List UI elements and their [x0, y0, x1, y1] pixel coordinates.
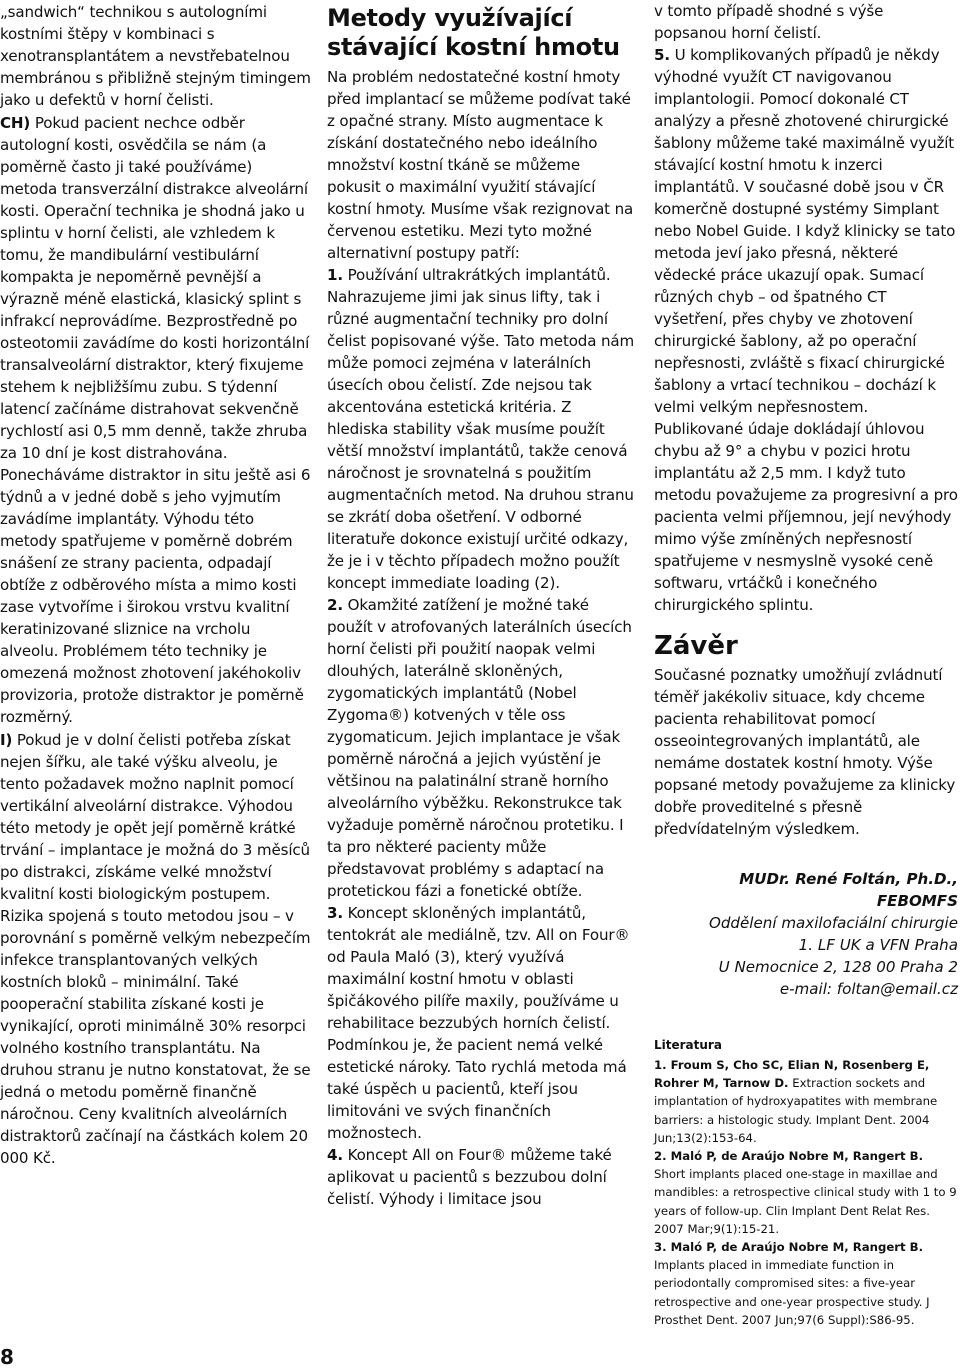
method-item-4-label: 4. [327, 1146, 343, 1164]
paragraph-continuation: v tomto případě shodné s výše popsanou horní čelistí. [654, 2, 884, 42]
column-right [654, 0, 958, 1329]
author-email: e-mail: foltan@email.cz [779, 980, 958, 998]
author-institution: 1. LF UK a VFN Praha [798, 936, 958, 954]
reference-item [654, 1056, 958, 1147]
paragraph-conclusion: Současné poznatky umožňují zvládnutí téměř jakékoliv situace, kdy chceme pacienta rehabilitovat pomocí osseointegrovaných implantátů, ale nemáme dostatek kostní hmoty. Výše popsané metody považujeme za klinicky dobře proveditelné s přesně předvídatelným výsledkem. [654, 666, 956, 838]
method-item-4 [327, 1144, 635, 1210]
reference-authors: 2. Maló P, de Araújo Nobre M, Rangert B. [654, 1149, 924, 1164]
paragraph-methods-intro: Na problém nedostatečné kostní hmoty před implantací se můžeme podívat také z opačné strany. Místo augmentace k získání dostatečného nebo ideálního množství kostní tkáně se můžeme pokusit o maximální využití stávající kostní hmoty. Musíme však rezignovat na červenou estetiku. Mezi tyto možné alternativní postupy patří: [327, 68, 634, 262]
method-item-4-text: Koncept All on Four® můžeme také aplikovat u pacientů s bezzubou dolní čelistí. Výhody i limitace jsou [327, 1146, 612, 1208]
references-section [654, 1036, 958, 1329]
paragraph-ch-text: Pokud pacient nechce odběr autologní kosti, osvědčila se nám (a poměrně často ji také používáme) metoda transverzální distrakce alveolární kosti. Operační technika je shodná jako u splintu v horní čelisti, ale vzhledem k tomu, že mandibulární vestibulární kompakta je nepoměrně pevnější a výrazně méně elastická, klasický splint s infrakcí neprovádíme. Bezprostředně po osteotomii zavádíme do kosti horizontální transalveolární distraktor, který fixujeme stehem k nejbližšímu zubu. S týdenní latencí začínáme distrahovat sekvenčně rychlostí asi 0,5 mm denně, takže zhruba za 10 dní je kost distrahována. Ponecháváme distraktor in situ ještě asi 6 týdnů a v jedné době s jeho vyjmutím zavádíme implantáty. Výhodu této metody spatřujeme v poměrně dobrém snášení ze strany pacienta, odpadají obtíže z odběrového místa a mimo kosti zase vytvoříme i širokou vrstvu kvalitní keratinizované sliznice na vrcholu alveolu. Problémem této techniky je omezená možnost zhotovení jakéhokoliv provizoria, protože distraktor je poměrně rozměrný. [0, 114, 311, 726]
reference-item [654, 1238, 958, 1329]
method-item-2 [327, 594, 635, 902]
method-item-3-text: Koncept skloněných implantátů, tentokrát ale mediálně, tzv. All on Four® od Paula Maló (3), který využívá maximální kostní hmotu v oblasti špičákového pilíře maxily, používáme u rehabilitace bezzubých horních čelistí. Podmínkou je, že pacient nemá velké estetické nároky. Tato rychlá metoda má také úspěch u pacientů, kteří jsou limitováni ve svých finančních možnostech. [327, 904, 630, 1142]
reference-details: Implants placed in immediate function in periodontally compromised sites: a five-year retrospective and one-year prospective study. J Prosthet Dent. 2007 Jun;97(6 Suppl):S86-95. [654, 1258, 930, 1327]
author-name: MUDr. René Foltán, Ph.D., FEBOMFS [739, 870, 958, 910]
page-number: 8 [0, 1345, 14, 1369]
author-department: Oddělení maxilofaciální chirurgie [708, 914, 958, 932]
paragraph-i-label: I) [0, 731, 13, 749]
method-item-3 [327, 902, 635, 1144]
method-item-1 [327, 264, 635, 594]
paragraph-i-text: Pokud je v dolní čelisti potřeba získat nejen šířku, ale také výšku alveolu, je tento požadavek možno naplnit pomocí vertikální alveolární distrakce. Výhodou této metody je opět její poměrně krátké trvání – implantace je možná do 3 měsíců po distrakci, získáme velké množství kvalitní kosti biologickým postupem. Rizika spojená s touto metodou jsou – v porovnání s poměrně velkým nebezpečím infekce transplantovaných velkých kostních bloků – minimální. Také pooperační stabilita získané kosti je vynikající, oproti minimálně 30% resorpci volného kostního transplantátu. Na druhou stranu je nutno konstatovat, že se jedná o metodu poměrně finančně náročnou. Ceny kvalitních alveolárních distraktorů začínají na částkách kolem 20 000 Kč. [0, 731, 311, 1167]
method-item-5-text: U komplikovaných případů je někdy výhodné využít CT navigovanou implantologii. Pomocí dokonalé CT analýzy a přesně zhotovené chirurgické šablony můžeme také maximálně využít stávající kostní hmotu k inzerci implantátů. V současné době jsou v ČR komerčně dostupné systémy Simplant nebo Nobel Guide. I když klinicky se tato metoda jeví jako přesná, některé vědecké práce ukazují opak. Sumací různých chyb – od špatného CT vyšetření, přes chyby ve zhotovení chirurgické šablony, až po operační nepřesnosti, zvláště s fixací chirurgické šablony a vrtací technikou – dochází k velmi velkým nepřesnostem. Publikované údaje dokládají úhlovou chybu až 9° a chybu v pozici hrotu implantátu až 2,5 mm. I když tuto metodu považujeme za progresivní a pro pacienta velmi příjemnou, její nevýhody mimo výše zmíněných nepřesností spatřujeme v nesmyslně vysoké ceně softwaru, vrtáčků i konečného chirurgického splintu. [654, 46, 958, 614]
method-item-2-text: Okamžité zatížení je možné také použít v atrofovaných laterálních úsecích horní čelisti při použití naopak velmi dlouhých, laterálně skloněných, zygomatických implantátů (Nobel Zygoma®) kotvených v těle oss zygomaticum. Jejich implantace je však poměrně náročná a jejich vyústění je většinou na palatinální straně horního alveolárního výběžku. Rekonstrukce tak vyžaduje poměrně náročnou protetiku. I ta pro některé pacienty může představovat problémy s adaptací na protetickou fázi a fonetické obtíže. [327, 596, 632, 900]
column-left [0, 0, 312, 1169]
method-item-2-label: 2. [327, 596, 343, 614]
paragraph-sandwich: „sandwich“ technikou s autologními kostními štěpy v kombinaci s xenotransplantátem a nevstřebatelnou membránou s přibližně stejným timingem jako u defektů v horní čelisti. [0, 3, 311, 109]
author-address: U Nemocnice 2, 128 00 Praha 2 [718, 958, 958, 976]
author-block [654, 868, 958, 1000]
method-item-1-text: Používání ultrakrátkých implantátů. Nahrazujeme jimi jak sinus lifty, tak i různé augmentační techniky pro dolní čelist popisované výše. Tato metoda nám může pomoci zejména v laterálních úsecích obou čelistí. Zde nejsou tak akcentována estetická kritéria. Z hlediska stability však musíme použít větší množství implantátů, takže cenová náročnost je srovnatelná s použitím augmentačních metod. Na druhou stranu se zkrátí doba ošetření. V odborné literatuře dokonce existují určité odkazy, že je i v těchto případech možno použít koncept immediate loading (2). [327, 266, 635, 592]
reference-item [654, 1147, 958, 1238]
reference-details: Extraction sockets and implantation of hydroxyapatites with membrane barriers: a histologic study. Implant Dent. 2004 Jun;13(2):153-64. [654, 1076, 938, 1145]
section-heading-methods: Metody využívající stávající kostní hmotu [327, 4, 620, 61]
reference-details: Short implants placed one-stage in maxillae and mandibles: a retrospective clinical study with 1 to 9 years of follow-up. Clin Implant Dent Relat Res. 2007 Mar;9(1):15-21. [654, 1167, 957, 1236]
method-item-3-label: 3. [327, 904, 343, 922]
paragraph-i [0, 729, 312, 1169]
reference-authors: 3. Maló P, de Araújo Nobre M, Rangert B. [654, 1240, 924, 1255]
column-middle [327, 0, 635, 1210]
method-item-5-label: 5. [654, 46, 670, 64]
method-item-1-label: 1. [327, 266, 343, 284]
method-item-5 [654, 44, 958, 616]
reference-authors: 1. Froum S, Cho SC, Elian N, Rosenberg E, Rohrer M, Tarnow D. [654, 1058, 930, 1091]
paragraph-ch [0, 112, 312, 728]
section-heading-conclusion: Závěr [654, 631, 738, 661]
references-title: Literatura [654, 1038, 722, 1052]
paragraph-ch-label: CH) [0, 114, 31, 132]
